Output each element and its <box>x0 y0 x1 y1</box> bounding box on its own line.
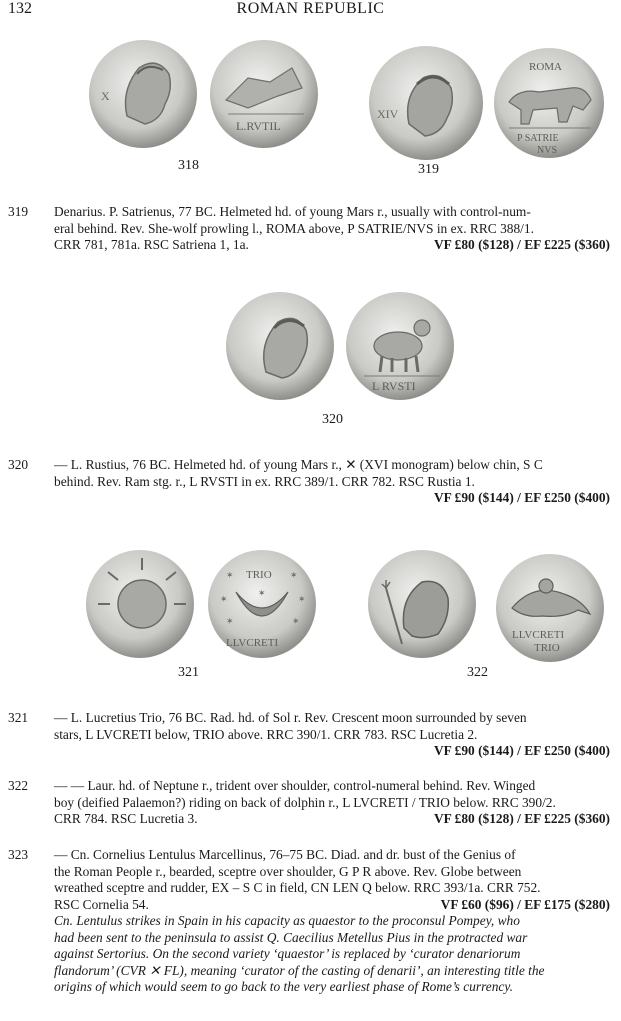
entry-line: eral behind. Rev. She-wolf prowling l., ROMA above, P SATRIE/NVS in ex. RRC 388/1. <box>54 220 534 236</box>
coin-322-reverse <box>494 552 606 664</box>
caption-318: 318 <box>178 158 199 173</box>
coin-legend: X <box>101 89 110 103</box>
coin-legend: L RVSTI <box>372 379 416 393</box>
entry-price: VF £90 ($144) / EF £250 ($400) <box>433 490 610 505</box>
entry-price: VF £80 ($128) / EF £225 ($360) <box>433 811 610 826</box>
coin-318-reverse <box>208 38 320 150</box>
coin-legend: XIV <box>377 107 399 121</box>
entry-price: VF £90 ($144) / EF £250 ($400) <box>433 743 610 758</box>
caption-319: 319 <box>418 162 439 177</box>
svg-text:✶: ✶ <box>220 595 228 605</box>
svg-text:✶: ✶ <box>258 589 266 599</box>
page-number: 132 <box>8 0 32 17</box>
svg-text:✶: ✶ <box>292 617 300 627</box>
svg-text:✶: ✶ <box>298 595 306 605</box>
coin-legend: LLVCRETI <box>512 629 565 641</box>
coin-322-obverse <box>366 548 478 660</box>
entry-line: VF £80 ($128) / EF £225 ($360) CRR 781, 781a. RSC Satriena 1, 1a. <box>54 237 610 252</box>
entry-text <box>54 204 610 254</box>
entry-number: 322 <box>8 778 29 793</box>
svg-text:✶: ✶ <box>226 571 234 581</box>
coin-legend: P SATRIE <box>517 133 559 144</box>
entry-line: — L. Rustius, 76 BC. Helmeted hd. of young Mars r., ✕ (XVI monogram) below chin, S C <box>54 457 543 472</box>
entry-price: VF £80 ($128) / EF £225 ($360) <box>433 237 610 252</box>
coin-legend: TRIO <box>534 642 560 654</box>
entry-text <box>54 710 610 760</box>
entry-note: Cn. Lentulus strikes in Spain in his capacity as quaestor to the proconsul Pompey, who had been sent to the peninsula to assist Q. Caecilius Metellus Pius in the protracted war against Sertorius. On the second variety ‘quaestor’ is replaced by ‘curator denariorum flandorum’ (CVR ✕ FL), meaning ‘curator of the casting of denarii’, an interesting title the origins of which would seem to go back to the very earliest phase of Rome’s currency. <box>54 913 545 994</box>
caption-320: 320 <box>322 412 343 427</box>
entry-line: the Roman People r., bearded, sceptre over shoulder, G P R above. Rev. Globe between <box>54 863 522 879</box>
coin-legend: ROMA <box>529 61 563 73</box>
coin-legend: LLVCRETI <box>226 637 279 649</box>
caption-322: 322 <box>467 665 488 680</box>
entry-line: Denarius. P. Satrienus, 77 BC. Helmeted hd. of young Mars r., usually with control-num- <box>54 204 531 219</box>
entry-text <box>54 457 610 507</box>
entry-line: stars, L LVCRETI below, TRIO above. RRC 390/1. CRR 783. RSC Lucretia 2. <box>54 726 478 742</box>
entry-number: 320 <box>8 457 29 472</box>
coin-321-reverse <box>206 548 318 660</box>
coin-319-obverse <box>367 44 485 162</box>
entry-line: — Cn. Cornelius Lentulus Marcellinus, 76–75 BC. Diad. and dr. bust of the Genius of <box>54 847 516 862</box>
entry-text <box>54 778 610 828</box>
entry-price: VF £60 ($96) / EF £175 ($280) <box>440 896 610 912</box>
coin-legend: NVS <box>537 145 558 156</box>
entry-text <box>54 847 610 996</box>
entry-number: 319 <box>8 204 29 219</box>
coin-320-obverse <box>224 290 336 402</box>
entry-line: — — Laur. hd. of Neptune r., trident over shoulder, control-numeral behind. Rev. Winged <box>54 778 536 793</box>
coin-legend: L.RVTIL <box>236 119 281 133</box>
coin-319-reverse <box>493 44 605 162</box>
entry-line: — L. Lucretius Trio, 76 BC. Rad. hd. of Sol r. Rev. Crescent moon surrounded by seven <box>54 710 527 725</box>
entry-line <box>54 743 610 760</box>
coin-legend: TRIO <box>246 569 272 581</box>
entry-line: VF £80 ($128) / EF £225 ($360) CRR 784. RSC Lucretia 3. <box>54 811 610 826</box>
entry-number: 321 <box>8 710 29 725</box>
entry-line: VF £60 ($96) / EF £175 ($280) RSC Cornelia 54. <box>54 896 610 912</box>
caption-321: 321 <box>178 665 199 680</box>
coin-318-obverse <box>87 38 199 150</box>
coin-320-reverse <box>344 290 456 402</box>
entry-number: 323 <box>8 847 29 862</box>
coin-321-obverse <box>84 548 196 660</box>
entry-line <box>54 490 610 507</box>
running-title: ROMAN REPUBLIC <box>236 0 385 17</box>
entry-line: behind. Rev. Ram stg. r., L RVSTI in ex. RRC 389/1. CRR 782. RSC Rustia 1. <box>54 473 475 489</box>
entry-line: wreathed sceptre and rudder, EX – S C in field, CN LEN Q below. RRC 393/1a. CRR 752. <box>54 880 541 895</box>
svg-text:✶: ✶ <box>290 571 298 581</box>
svg-text:✶: ✶ <box>226 617 234 627</box>
entry-line: boy (deified Palaemon?) riding on back of dolphin r., L LVCRETI / TRIO below. RRC 390/2. <box>54 794 556 810</box>
